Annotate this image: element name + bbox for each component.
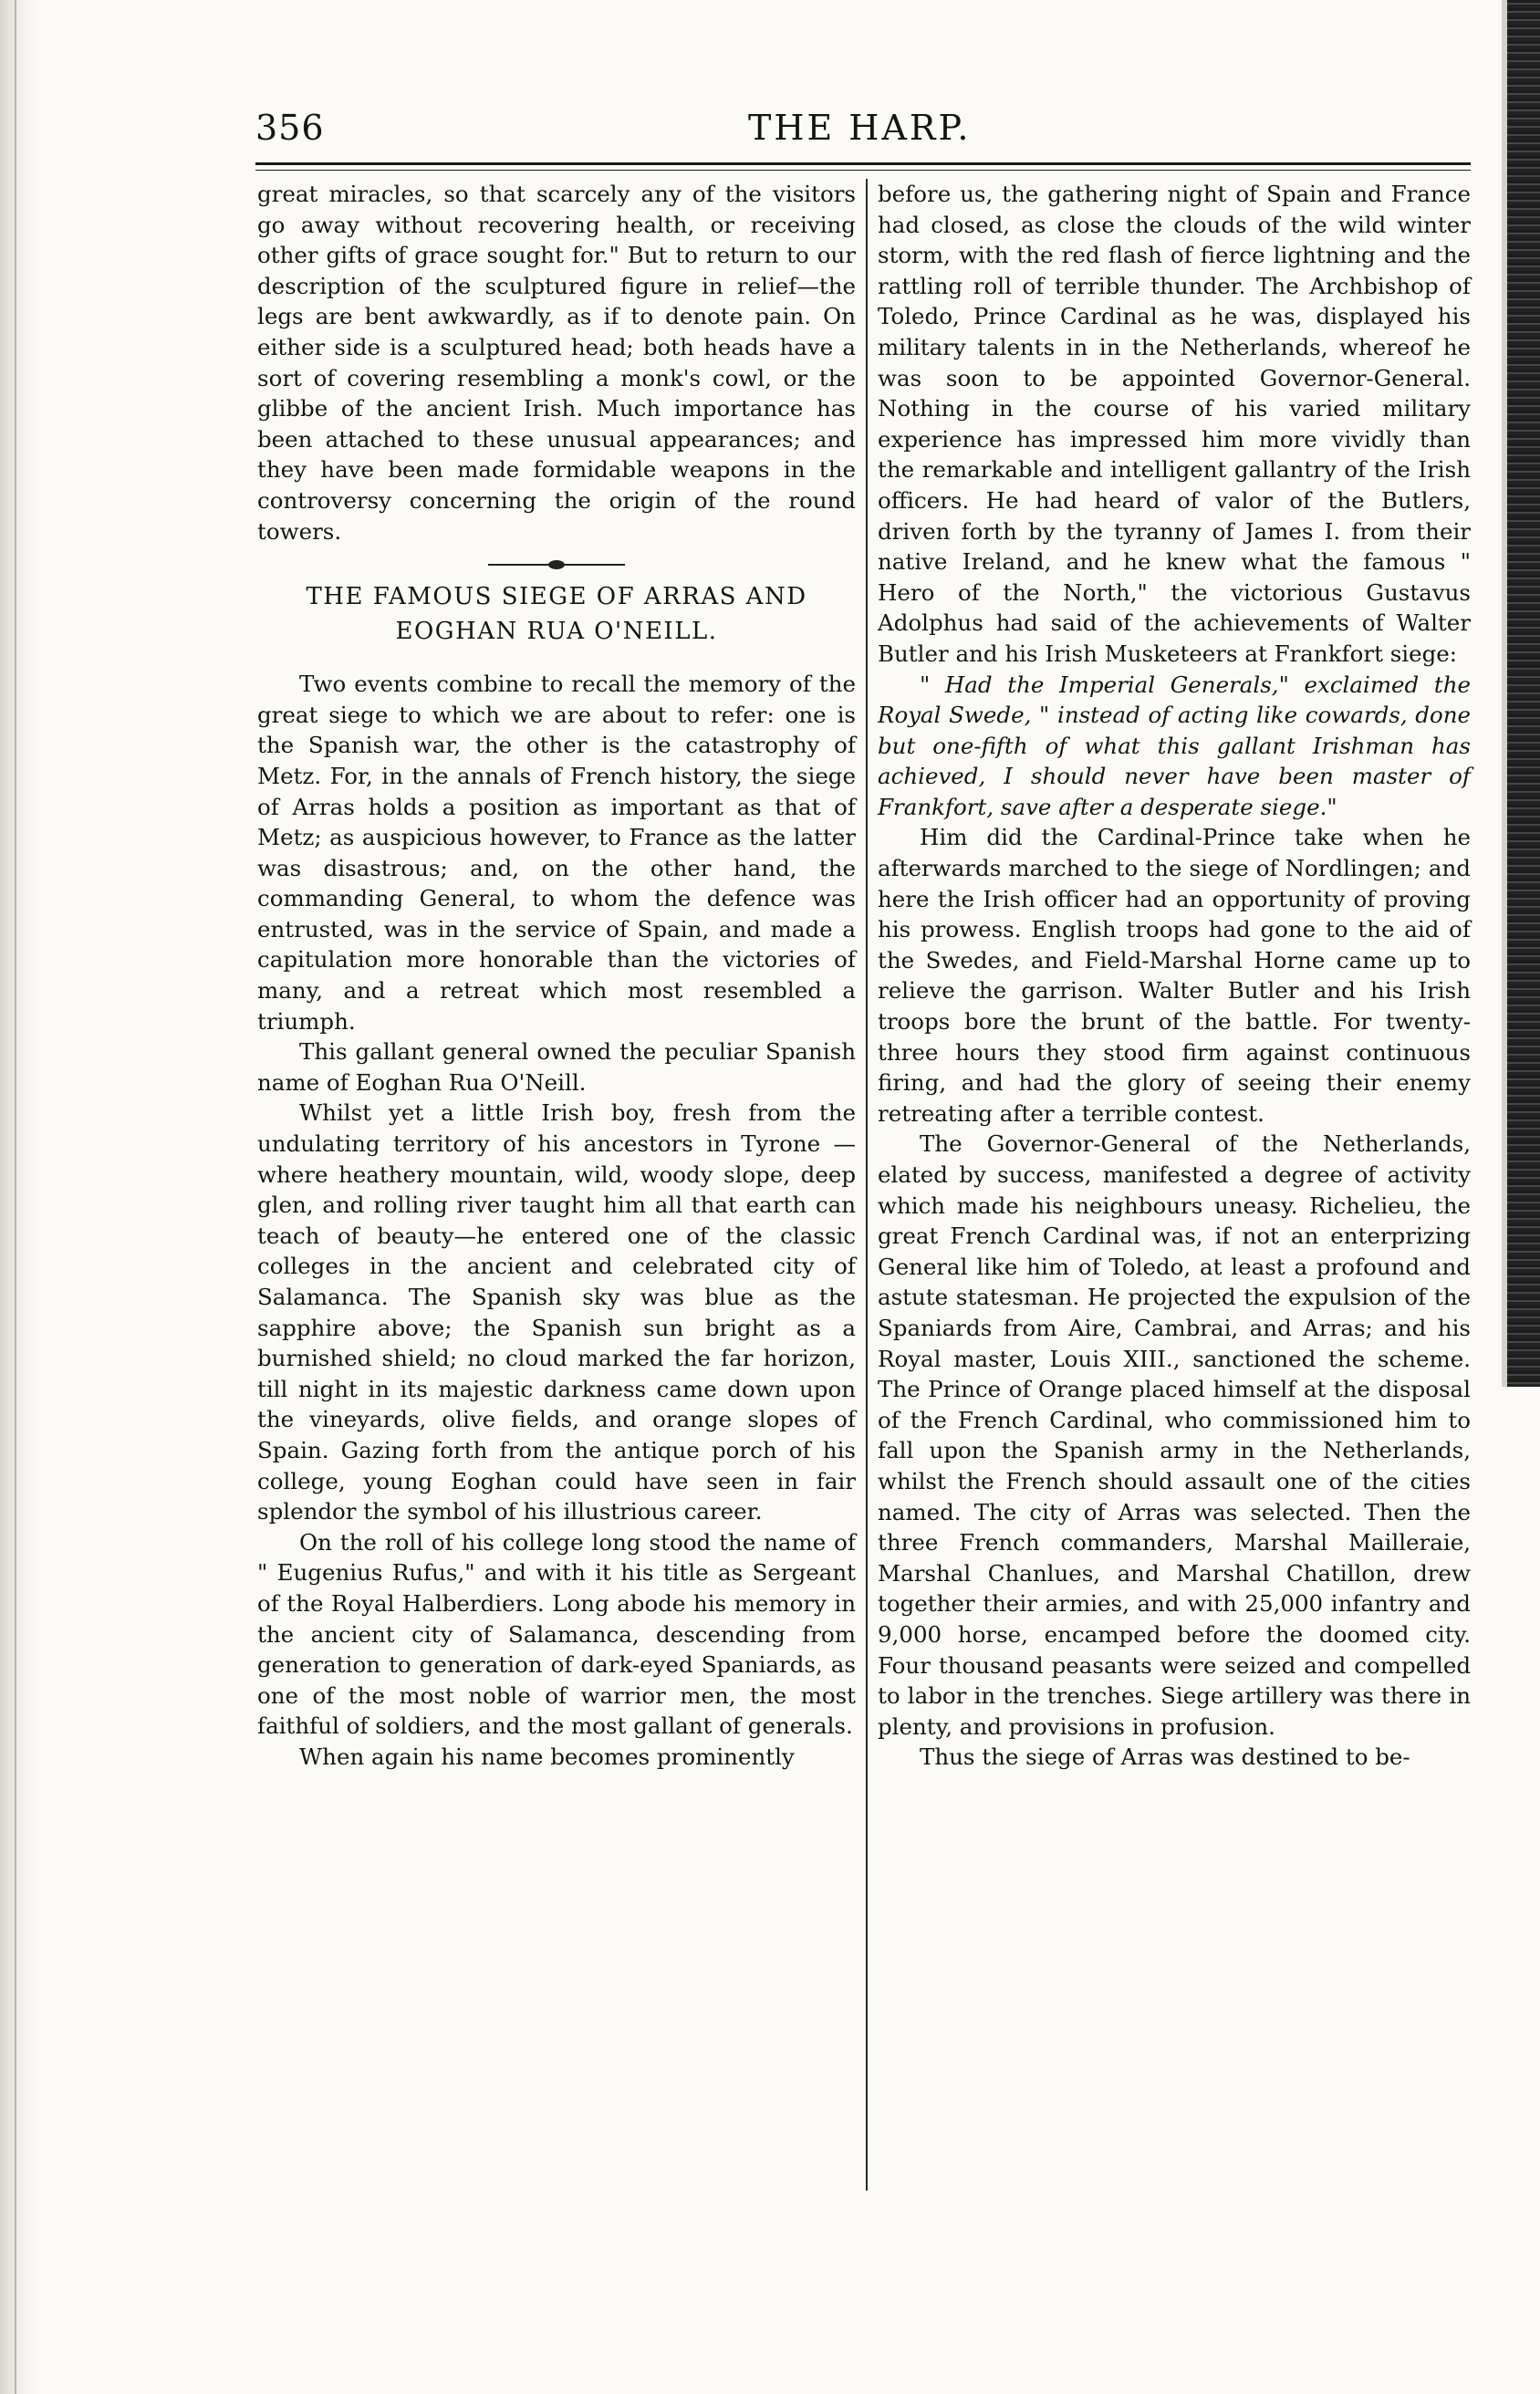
- right-column: [878, 179, 1471, 2186]
- page-number: 356: [255, 108, 325, 148]
- article-paragraph: before us, the gathering night of Spain and France had closed, as close the clouds of the wild winter storm, with the red flash of fierce lightning and the rattling roll of terrible thunder. The Archbishop of Toledo, Prince Cardinal as he was, displayed his military talents in in the Netherlands, whereof he was soon to be appointed Governor-General. Nothing in the course of his varied military experience has impressed him more vividly than the remarkable and intelligent gallantry of the Irish officers. He had heard of valor of the Butlers, driven forth by the tyranny of James I. from their native Ireland, and he knew what the famous " Hero of the North," the victorious Gustavus Adolphus had said of the achievements of Walter Butler and his Irish Musketeers at Frankfort siege:: [878, 181, 1471, 667]
- article-paragraph: Whilst yet a little Irish boy, fresh from the undulating territory of his ancestors in Tyrone —where heathery mountain, wild, woody slope, deep glen, and rolling river taught him all that earth can teach of beauty—he entered one of the classic colleges in the ancient and celebrated city of Salamanca. The Spanish sky was blue as the sapphire above; the Spanish sun bright as a burnished shield; no cloud marked the far horizon, till night in its majestic darkness came down upon the vineyards, olive fields, and orange slopes of Spain. Gazing forth from the antique porch of his college, young Eoghan could have seen in fair splendor the symbol of his illustrious career.: [257, 1099, 856, 1525]
- header-rule: [255, 162, 1471, 165]
- article-paragraph: This gallant general owned the peculiar Spanish name of Eoghan Rua O'Neill.: [257, 1038, 856, 1096]
- article-paragraph: When again his name becomes prominently: [299, 1743, 795, 1770]
- article-separator: [488, 559, 625, 570]
- article-paragraph: Thus the siege of Arras was destined to be-: [920, 1743, 1410, 1771]
- header-rule-thin: [255, 170, 1471, 171]
- article-paragraph: Him did the Cardinal-Prince take when he afterwards marched to the siege of Nordlingen; and here the Irish officer had an opportunity of proving his prowess. English troops had gone to the aid of the Swedes, and Field-Marshal Horne came up to relieve the garrison. Walter Butler and his Irish troops bore the brunt of the battle. For twenty-three hours they stood firm against continuous firing, and had the glory of seeing their enemy retreating after a terrible contest.: [878, 824, 1471, 1127]
- article-title: THE FAMOUS SIEGE OF ARRAS AND EOGHAN RUA O'NEILL.: [306, 583, 807, 646]
- page-left-edge: [0, 0, 36, 2394]
- column-divider: [866, 179, 868, 2191]
- continued-paragraph: great miracles, so that scarcely any of the visitors go away without recovering health, or receiving other gifts of grace sought for." But to return to our description of the sculptured figure in relief—the legs are bent awkwardly, as if to denote pain. On either side is a sculptured head; both heads have a sort of covering resembling a monk's cowl, or the glibbe of the ancient Irish. Much importance has been attached to these unusual appearances; and they have been made formidable weapons in the controversy concerning the origin of the round towers.: [257, 181, 856, 545]
- article-paragraph: The Governor-General of the Netherlands, elated by success, manifested a degree of activity which made his neighbours uneasy. Richelieu, the great French Cardinal was, if not an enterprizing General like him of Toledo, at least a profound and astute statesman. He projected the expulsion of the Spaniards from Aire, Cambrai, and Arras; and his Royal master, Louis XIII., sanctioned the scheme. The Prince of Orange placed himself at the disposal of the French Cardinal, who commissioned him to fall upon the Spanish army in the Netherlands, whilst the French should assault one of the cities named. The city of Arras was selected. Then the three French commanders, Marshal Mailleraie, Marshal Chanlues, and Marshal Chatillon, drew together their armies, and with 25,000 infantry and 9,000 horse, encamped before the doomed city. Four thousand peasants were seized and compelled to labor in the trenches. Siege artillery was there in plenty, and provisions in profusion.: [878, 1130, 1471, 1740]
- scan-edge-strip: [1507, 0, 1540, 1387]
- left-column: [257, 179, 856, 2186]
- quotation-paragraph: " Had the Imperial Generals," exclaimed the Royal Swede, " instead of acting like cowards, done but one-fifth of what this gallant Irishman has achieved, I should never have been master of Frankfort, save after a desperate siege.": [878, 671, 1471, 820]
- binding-line: [15, 0, 16, 2394]
- running-title: THE HARP.: [748, 108, 972, 148]
- article-paragraph: Two events combine to recall the memory of the great siege to which we are about to refer: one is the Spanish war, the other is the catastrophy of Metz. For, in the annals of French history, the siege of Arras holds a position as important as that of Metz; as auspicious however, to France as the latter was disastrous; and, on the other hand, the commanding General, to whom the defence was entrusted, was in the service of Spain, and made a capitulation more honorable than the victories of many, and a retreat which most resembled a triumph.: [257, 671, 856, 1035]
- article-paragraph: On the roll of his college long stood the name of " Eugenius Rufus," and with it his title as Sergeant of the Royal Halberdiers. Long abode his memory in the ancient city of Salamanca, descending from generation to generation of dark-eyed Spaniards, as one of the most noble of warrior men, the most faithful of soldiers, and the most gallant of generals.: [257, 1528, 856, 1740]
